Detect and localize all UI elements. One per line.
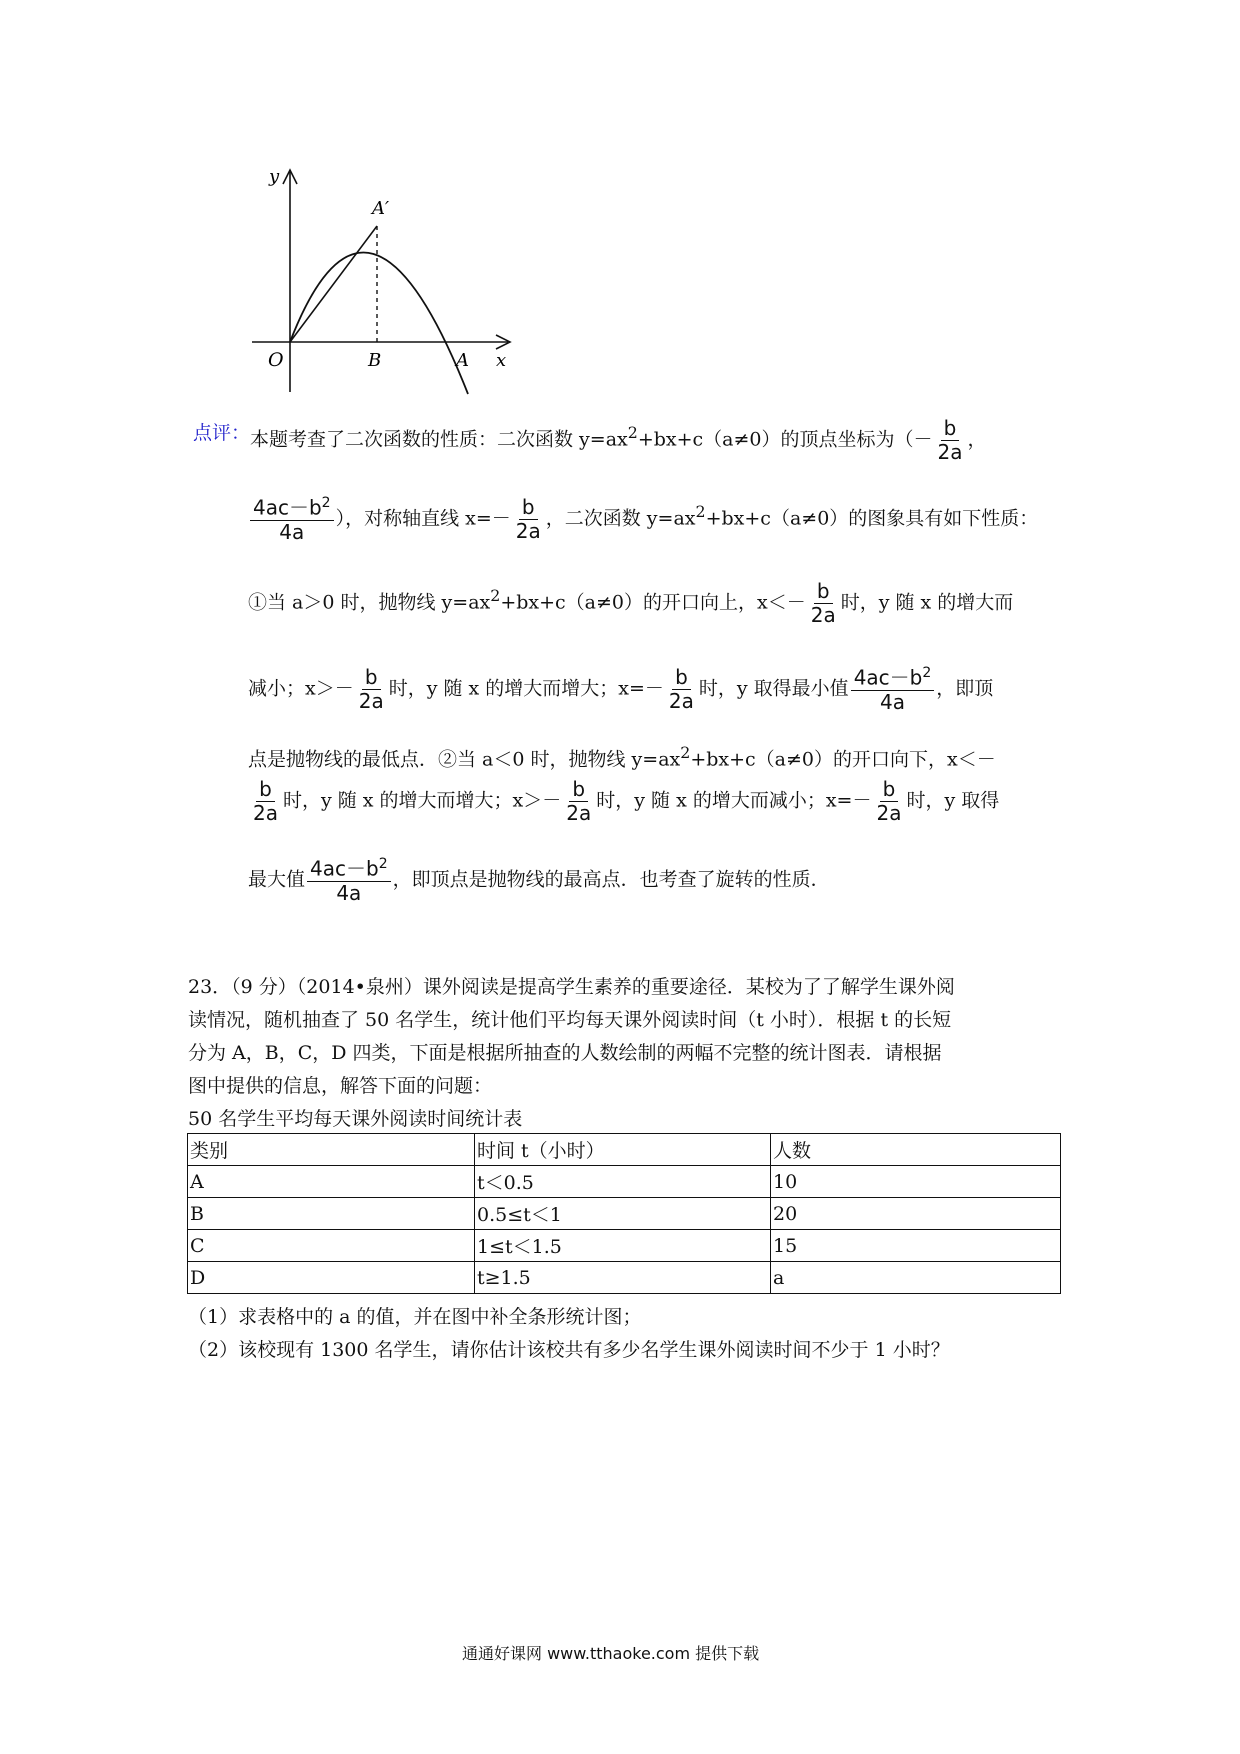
- commentary-line-7: [248, 856, 830, 905]
- denominator: 2a: [253, 801, 278, 825]
- numerator: b: [362, 666, 381, 690]
- segment-oa-prime: [290, 226, 377, 342]
- y-axis-label: y: [269, 166, 280, 187]
- x-axis-label: x: [496, 350, 507, 371]
- problem-line-1: 23．（9 分）（2014•泉州）课外阅读是提高学生素养的重要途径．某校为了了解学生课外阅: [188, 976, 955, 998]
- table-cell: a: [771, 1262, 1061, 1294]
- commentary-line-4: [248, 665, 993, 714]
- table-cell: C: [188, 1230, 475, 1262]
- fraction-b-over-2a: [563, 778, 594, 825]
- numerator: b: [814, 580, 833, 604]
- text: ，即顶点是抛物线的最高点．也考查了旋转的性质．: [392, 868, 830, 891]
- table-cell: 0.5≤t＜1: [475, 1198, 771, 1230]
- text: ①当 a＞0 时，抛物线 y=ax: [248, 591, 491, 614]
- denominator: 2a: [876, 801, 902, 825]
- superscript: 2: [695, 502, 706, 521]
- text: +bx+c（a≠0）的顶点坐标为（－: [637, 428, 933, 451]
- problem-line-3: 分为 A，B，C，D 四类，下面是根据所抽查的人数绘制的两幅不完整的统计图表．请根据: [188, 1042, 942, 1064]
- fraction-b-over-2a: [356, 666, 387, 713]
- point-a-label: A: [456, 350, 469, 371]
- superscript: 2: [627, 423, 638, 443]
- numerator: $4ac-b^2$: [250, 495, 334, 521]
- table-row: [188, 1166, 1061, 1198]
- denominator: 4a: [336, 880, 362, 905]
- denominator: 2a: [668, 688, 694, 713]
- point-b-label: B: [368, 350, 382, 371]
- table-cell: D: [188, 1262, 475, 1294]
- table-cell: 20: [771, 1198, 1061, 1230]
- reading-time-table: [187, 1133, 1061, 1294]
- table-row: [188, 1262, 1061, 1294]
- text: 时，y 取得最小值: [698, 677, 849, 700]
- table-cell: t≥1.5: [475, 1262, 771, 1294]
- table-header-cell: 人数: [771, 1134, 1061, 1166]
- fraction-b-over-2a: [513, 496, 544, 543]
- fraction-b-over-2a: [873, 778, 904, 825]
- numerator: b: [519, 496, 538, 520]
- commentary-line-5: [248, 743, 996, 771]
- fraction-b-over-2a: [935, 417, 966, 464]
- commentary-line-1: [250, 417, 987, 464]
- table-header-row: [188, 1134, 1061, 1166]
- denominator: 4a: [879, 689, 905, 714]
- text: 时，y 随 x 的增大而: [840, 591, 1014, 614]
- text: +bx+c（a≠0）的开口向上，x＜－: [500, 591, 806, 614]
- numerator: b: [941, 417, 960, 441]
- superscript: 2: [680, 743, 691, 762]
- denominator: 2a: [358, 688, 384, 713]
- superscript: 2: [490, 586, 501, 606]
- fraction-b-over-2a: [666, 666, 697, 713]
- text: +bx+c（a≠0）的图象具有如下性质：: [705, 507, 1039, 530]
- denominator: 2a: [515, 518, 541, 543]
- table-cell: 10: [771, 1166, 1061, 1198]
- question-2: （2）该校现有 1300 名学生，请你估计该校共有多少名学生课外阅读时间不少于 1 小时？: [188, 1339, 950, 1361]
- fraction-b-over-2a: [808, 580, 839, 627]
- origin-label: O: [268, 349, 284, 371]
- text: ），对称轴直线 x=－: [335, 507, 511, 530]
- numerator: b: [256, 778, 275, 802]
- commentary-line-2: [248, 495, 1038, 544]
- text: 减小；x＞－: [248, 677, 354, 700]
- problem-line-2: 读情况，随机抽查了 50 名学生，统计他们平均每天课外阅读时间（t 小时）．根据 t 的长短: [188, 1009, 952, 1031]
- text: 最大值: [248, 868, 306, 891]
- vertex-label: A′: [372, 198, 390, 219]
- table-row: [188, 1230, 1061, 1262]
- table-header-cell: 时间 t（小时）: [475, 1134, 771, 1166]
- fraction-4ac-b2-over-4a: [250, 495, 334, 544]
- denominator: 2a: [937, 440, 963, 464]
- question-1: （1）求表格中的 a 的值，并在图中补全条形统计图；: [188, 1306, 642, 1328]
- text: 时，y 随 x 的增大而增大；x=－: [388, 677, 664, 700]
- parabola-graph: [240, 160, 520, 400]
- fraction-4ac-b2-over-4a: [307, 856, 391, 905]
- numerator: b: [880, 778, 899, 802]
- denominator: 4a: [279, 519, 305, 544]
- text: 时，y 取得: [906, 789, 1000, 812]
- table-cell: B: [188, 1198, 475, 1230]
- table-cell: A: [188, 1166, 475, 1198]
- parabola-curve: [290, 253, 468, 394]
- table-row: [188, 1198, 1061, 1230]
- fraction-4ac-b2-over-4a: [851, 665, 935, 714]
- numerator: b: [672, 666, 691, 690]
- page-footer: 通通好课网 www.tthaoke.com 提供下载: [462, 1644, 760, 1663]
- text: ，即顶: [936, 677, 994, 700]
- denominator: 2a: [810, 603, 836, 627]
- numerator: $4ac-b^2$: [851, 665, 935, 691]
- fraction-b-over-2a: [250, 778, 281, 825]
- text: ，二次函数 y=ax: [545, 507, 696, 530]
- commentary-line-3: [248, 580, 1013, 627]
- numerator: $4ac-b^2$: [307, 856, 391, 882]
- denominator: 2a: [566, 801, 592, 825]
- numerator: b: [569, 778, 588, 802]
- table-header-cell: 类别: [188, 1134, 475, 1166]
- text: 点是抛物线的最低点．②当 a＜0 时，抛物线 y=ax: [248, 748, 681, 771]
- table-cell: t＜0.5: [475, 1166, 771, 1198]
- table-cell: 15: [771, 1230, 1061, 1262]
- commentary-label: 点评：: [193, 422, 251, 444]
- table-title: 50 名学生平均每天课外阅读时间统计表: [188, 1108, 523, 1130]
- commentary-line-6: [248, 778, 999, 825]
- problem-line-4: 图中提供的信息，解答下面的问题：: [188, 1075, 493, 1097]
- text: 时，y 随 x 的增大而增大；x＞－: [282, 789, 562, 812]
- text: ，: [967, 428, 987, 451]
- text: 时，y 随 x 的增大而减小；x=－: [596, 789, 872, 812]
- text: 本题考查了二次函数的性质：二次函数 y=ax: [250, 428, 628, 451]
- text: +bx+c（a≠0）的开口向下，x＜－: [690, 748, 996, 771]
- table-cell: 1≤t＜1.5: [475, 1230, 771, 1262]
